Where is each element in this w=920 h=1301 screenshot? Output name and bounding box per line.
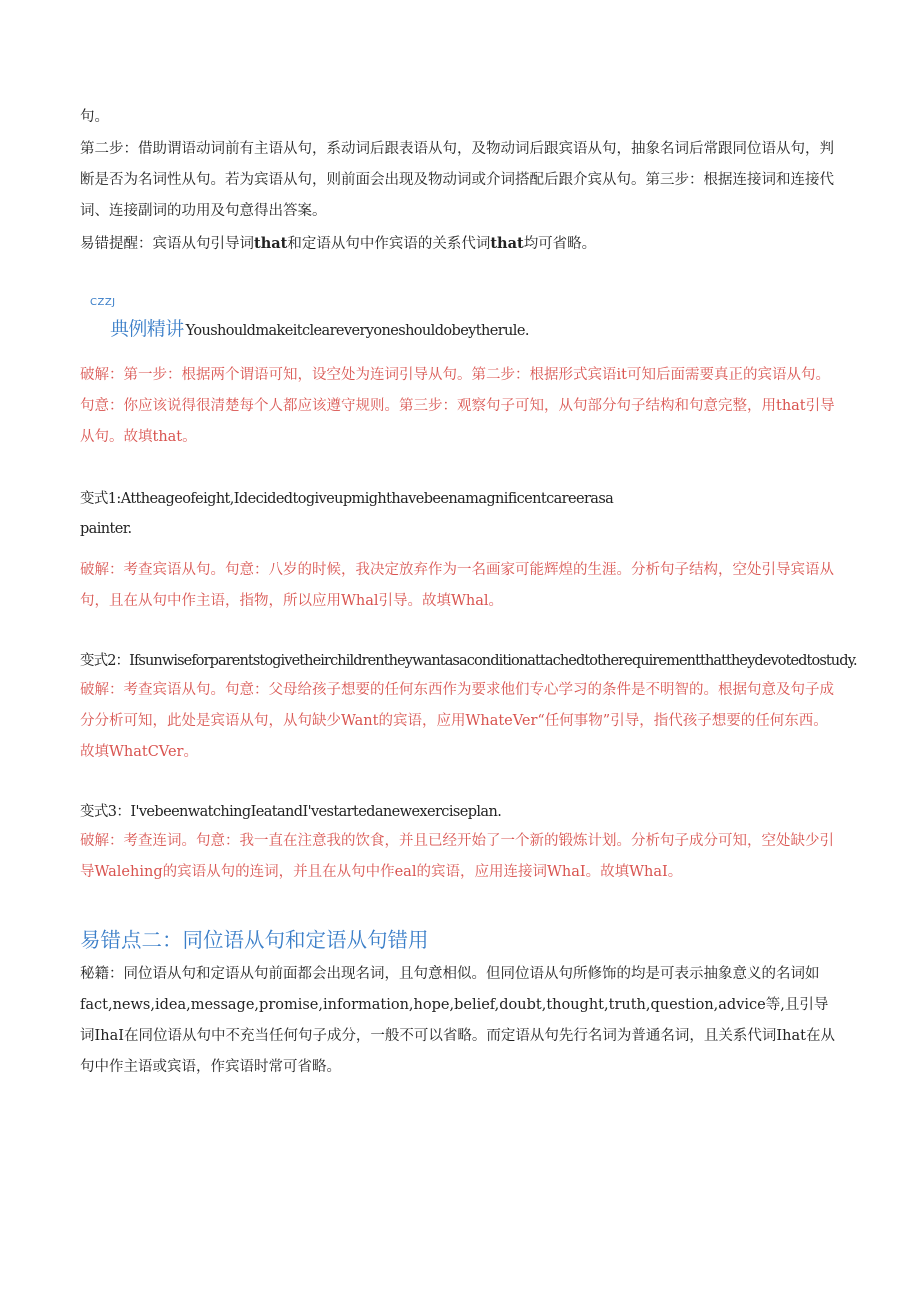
variant2-analysis: 破解：考查宾语从句。句意：父母给孩子想要的任何东西作为要求他们专心学习的条件是不明智的。根据句意及句子成分分析可知，此处是宾语从句，从句缺少Want的宾语，应用WhateVer“任何事物”引导，指代孩子想要的任何东西。故填WhatCVer。 — [80, 682, 834, 760]
variant1-text-cont: painter. — [80, 521, 132, 537]
error-tip-text: 均可省略。 — [523, 236, 597, 252]
example-sentence: Youshouldmakeitcleareveryoneshouldobeytherule. — [185, 323, 529, 339]
variant3-label: 变式3： — [80, 804, 131, 820]
variant3-sentence — [80, 797, 842, 827]
intro-fragment: 句。 — [80, 109, 109, 125]
variant1-label: 变式1: — [80, 491, 121, 507]
variant3-text: I'vebeenwatchingIeatandI'vestartedanewexerciseplan. — [130, 804, 502, 820]
example-analysis: 破解：第一步：根据两个谓语可知，设空处为连词引导从句。第二步：根据形式宾语it可知后面需要真正的宾语从句。句意：你应该说得很清楚每个人都应该遵守规则。第三步：观察句子可知，从句部分句子结构和句意完整，用that引导从句。故填that。 — [80, 367, 835, 445]
variant1-analysis: 破解：考查宾语从句。句意：八岁的时候，我决定放弃作为一名画家可能辉煌的生涯。分析句子结构，空处引导宾语从句，且在从句中作主语，指物，所以应用Whal引导。故填Whal。 — [80, 562, 834, 609]
section-heading: 易错点二：同位语从句和定语从句错用 — [80, 928, 429, 952]
example-title: 典例精讲 — [110, 318, 184, 340]
error-tip-text: 易错提醒：宾语从句引导词 — [80, 236, 254, 252]
step-two-paragraph: 第二步：借助谓语动词前有主语从句，系动词后跟表语从句，及物动词后跟宾语从句，抽象名词后常跟同位语从句，判断是否为名词性从句。若为宾语从句，则前面会出现及物动词或介词搭配后跟介宾从句。第三步：根据连接词和连接代词、连接副词的功用及句意得出答案。 — [80, 141, 834, 219]
keyword-that: that — [490, 235, 524, 252]
error-tip-paragraph — [80, 228, 842, 260]
variant2-sentence — [80, 646, 860, 676]
variant3-analysis: 破解：考查连词。句意：我一直在注意我的饮食，并且已经开始了一个新的锻炼计划。分析句子成分可知，空处缺少引导Walehing的宾语从句的连词，并且在从句中作eal的宾语，应用连接词WhaI。故填WhaI。 — [80, 833, 834, 880]
variant1-text: Attheageofeight,Idecidedtogiveupmighthavebeenamagnificentcareerasa — [120, 491, 614, 507]
variant2-text: Ifsunwiseforparentstogivetheirchildrentheywantasaconditionattachedtotherequirementthattheydevotedtostudy. — [129, 653, 857, 669]
example-line — [110, 314, 529, 346]
error-tip-text: 和定语从句中作宾语的关系代词 — [287, 236, 491, 252]
variant1-sentence — [80, 484, 842, 544]
variant2-label: 变式2： — [80, 653, 130, 669]
section-tag: CZZJ — [90, 297, 116, 308]
keyword-that: that — [254, 235, 288, 252]
section-tips-paragraph: 秘籍：同位语从句和定语从句前面都会出现名词，且句意相似。但同位语从句所修饰的均是可表示抽象意义的名词如fact,news,idea,message,promise,information,hope,belief,doubt,thought,truth,question,advice等,且引导词IhaI在同位语从句中不充当任何句子成分，一般不可以省略。而定语从句先行名词为普通名词，且关系代词Ihat在从句中作主语或宾语，作宾语时常可省略。 — [80, 966, 835, 1075]
